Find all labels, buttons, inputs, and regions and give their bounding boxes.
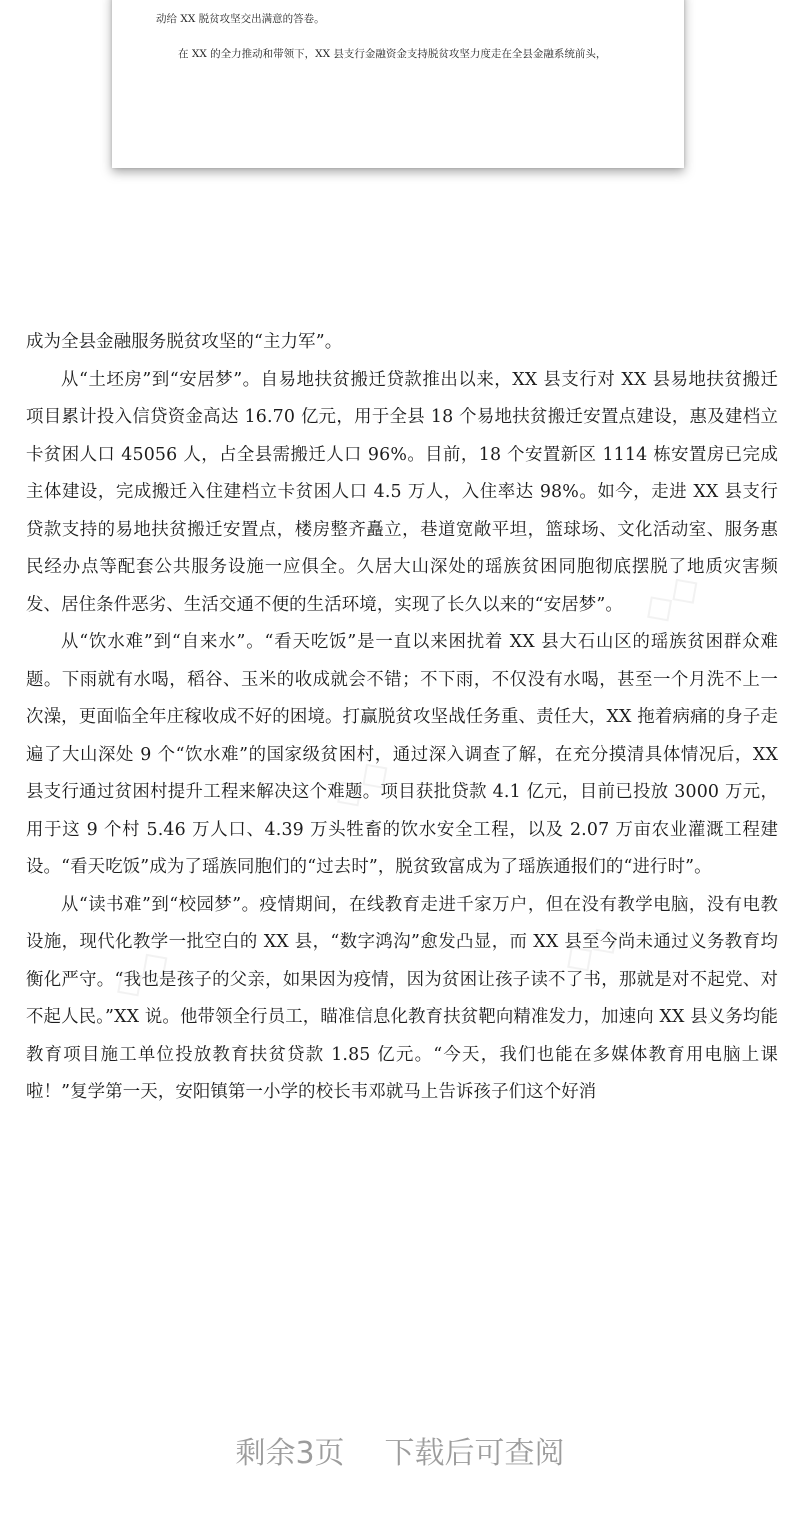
paragraph: 成为全县金融服务脱贫攻坚的“主力军”。 [26,332,343,352]
watermark: ◇◇ [102,936,180,1010]
document-body [26,324,778,1112]
paragraph: 从“读书难”到“校园梦”。疫情期间，在线教育走进千家万户，但在没有教学电脑，没有电教设施，现代化教学一批空白的 XX 县，“数字鸿沟”愈发凸显，而 XX 县至今尚未通过义务教育均衡化严守。“我也是孩子的父亲，如果因为疫情，因为贫困让孩子读不了书，那就是对不起党、对不起人民。”XX 说。他带领全行员工，瞄准信息化教育扶贫靶向精准发力，加速向 XX 县义务均能教育项目施工单位投放教育扶贫贷款 1.85 亿元。“今天，我们也能在多媒体教育用电脑上课啦！”复学第一天，安阳镇第一小学的校长韦邓就马上告诉孩子们这个好消 [26,894,778,1102]
paragraph: 从“饮水难”到“自来水”。“看天吃饭”是一直以来困扰着 XX 县大石山区的瑶族贫困群众难题。下雨就有水喝，稻谷、玉米的收成就会不错；不下雨，不仅没有水喝，甚至一个月洗不上一次澡，更面临全年庄稼收成不好的困境。打赢脱贫攻坚战任务重、责任大，XX 拖着病痛的身子走遍了大山深处 9 个“饮水难”的国家级贫困村，通过深入调查了解，在充分摸清具体情况后，XX 县支行通过贫困村提升工程来解决这个难题。项目获批贷款 4.1 亿元，目前已投放 3000 万元，用于这 9 个村 5.46 万人口、4.39 万头牲畜的饮水安全工程，以及 2.07 万亩农业灌溉工程建设。“看天吃饭”成为了瑶族同胞们的“过去时”，脱贫致富成为了瑶族通报们的“进行时”。 [26,632,778,877]
download-label: 下载后可查阅 [384,1436,565,1471]
document-preview-card [112,0,684,168]
watermark: ◇◇ [552,911,630,985]
download-prompt-button[interactable] [0,1420,800,1480]
preview-line-2: 在 XX 的全力推动和带领下，XX 县支行金融资金支持脱贫攻坚力度走在全县金融系统前头， [178,48,607,60]
remaining-pages-label: 剩余3页 [235,1436,345,1471]
paragraph: 从“土坯房”到“安居梦”。自易地扶贫搬迁贷款推出以来，XX 县支行对 XX 县易地扶贫搬迁项目累计投入信贷资金高达 16.70 亿元，用于全县 18 个易地扶贫搬迁安置点建设，惠及建档立卡贫困人口 45056 人，占全县需搬迁人口 96%。目前，18 个安置新区 1114 栋安置房已完成主体建设，完成搬迁入住建档立卡贫困人口 4.5 万人，入住率达 98%。如今，走进 XX 县支行贷款支持的易地扶贫搬迁安置点，楼房整齐矗立，巷道宽敞平坦，篮球场、文化活动室、服务惠民经办点等配套公共服务设施一应俱全。久居大山深处的瑶族贫困同胞彻底摆脱了地质灾害频发、居住条件恶劣、生活交通不便的生活环境，实现了长久以来的“安居梦”。 [26,369,778,615]
watermark: ◇◇ [322,746,400,820]
preview-line-1: 动给 XX 脱贫攻坚交出满意的答卷。 [156,13,325,25]
watermark: ◇◇ [632,561,710,635]
